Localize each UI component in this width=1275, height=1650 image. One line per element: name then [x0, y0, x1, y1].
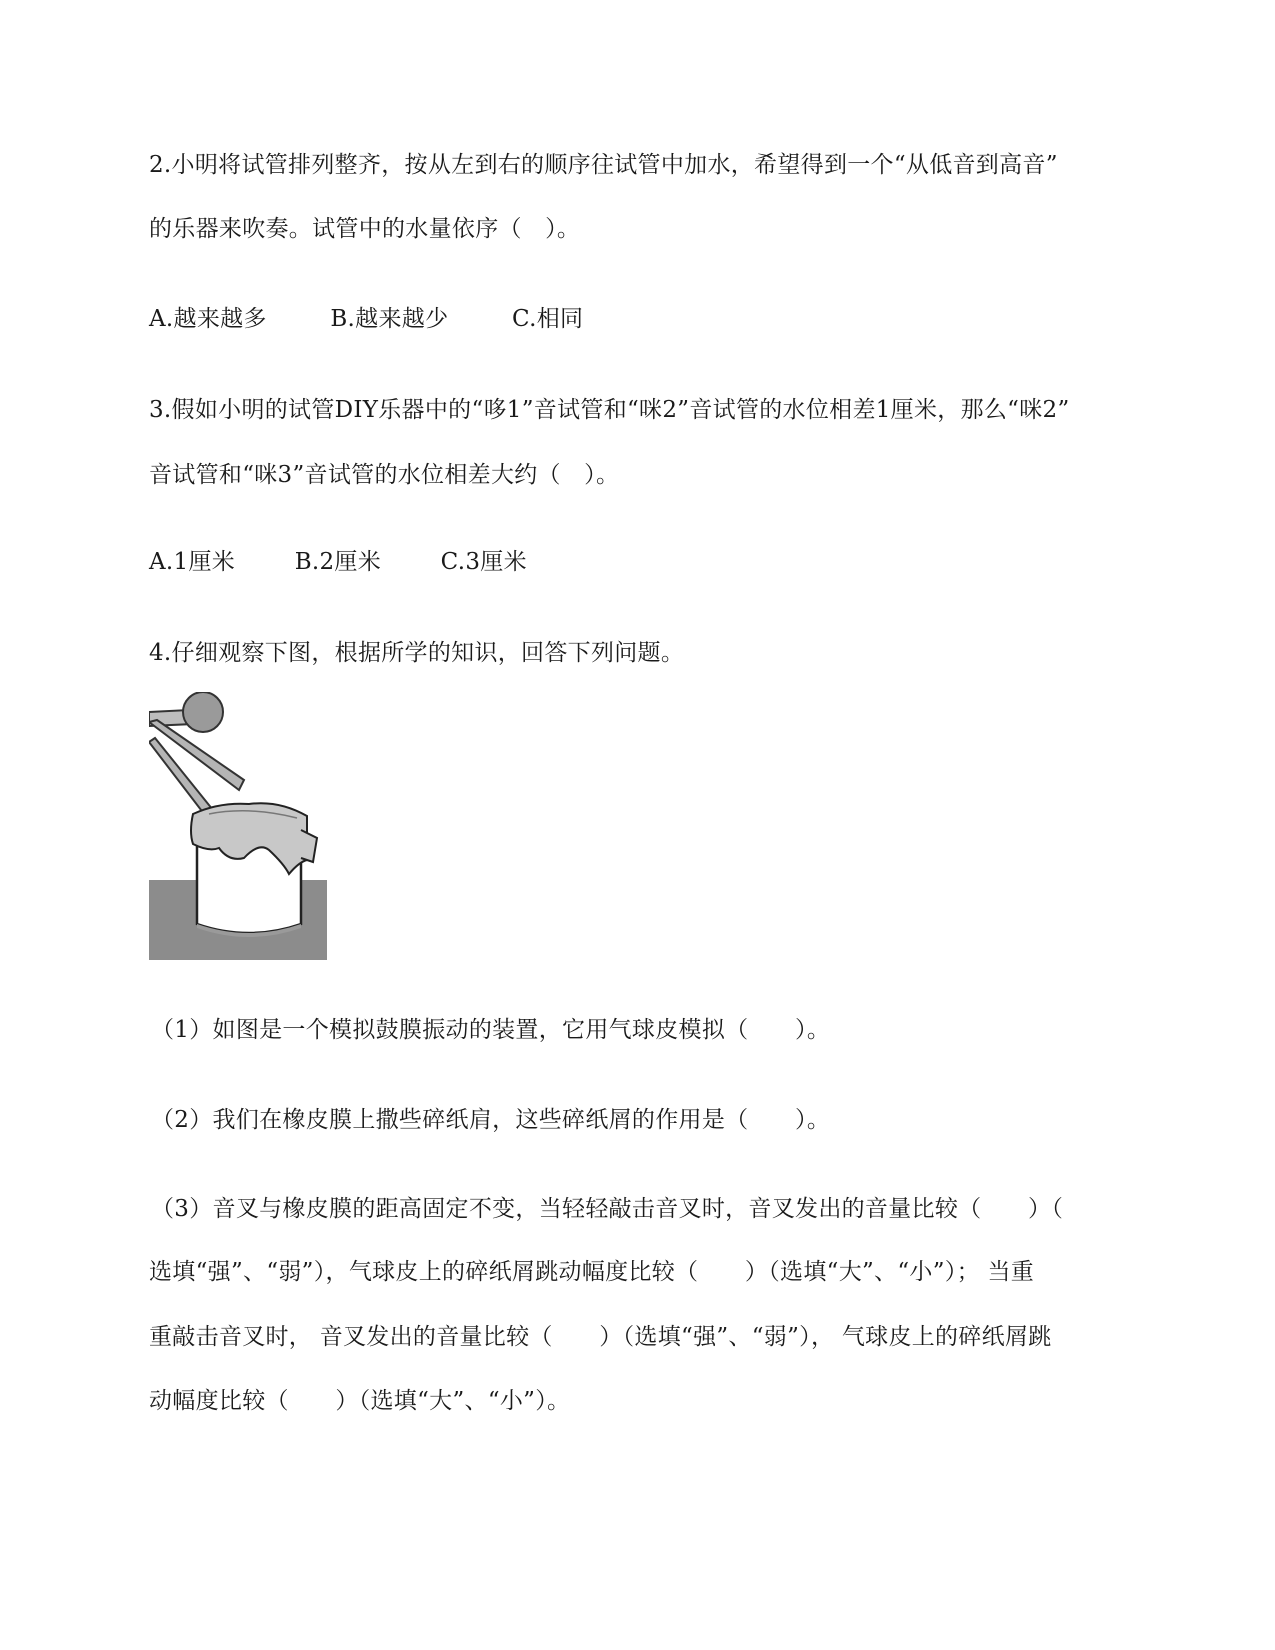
question-2-options — [149, 304, 639, 334]
question-2-text-line-1: 2.小明将试管排列整齐，按从左到右的顺序往试管中加水，希望得到一个“从低音到高音” — [149, 152, 1058, 178]
question-2-option-b: B.越来越少 — [330, 306, 449, 332]
tuning-fork-ball — [183, 692, 223, 732]
question-2-option-c: C.相同 — [512, 306, 584, 332]
question-4-sub-3-line-2: 选填“强”、“弱”），气球皮上的碎纸屑跳动幅度比较（ ）（选填“大”、“小”）； 当重 — [149, 1259, 1035, 1285]
question-3-text-line-1: 3.假如小明的试管DIY乐器中的“哆1”音试管和“咪2”音试管的水位相差1厘米，那么“咪2” — [149, 397, 1070, 423]
balloon-skin-edge — [301, 830, 317, 862]
question-4-sub-2: （2）我们在橡皮膜上撒些碎纸肩，这些碎纸屑的作用是（ ）。 — [151, 1107, 831, 1133]
question-3-options — [149, 547, 579, 577]
question-3-option-a: A.1厘米 — [149, 549, 236, 575]
eardrum-model-figure — [149, 692, 327, 960]
question-4-sub-3-line-1: （3）音叉与橡皮膜的距高固定不变，当轻轻敲击音叉时，音叉发出的音量比较（ ）（ — [151, 1196, 1064, 1222]
question-2-text-line-2: 的乐器来吹奏。试管中的水量依序（ ）。 — [149, 216, 581, 242]
question-4-sub-3-line-4: 动幅度比较（ ）（选填“大”、“小”）。 — [149, 1388, 571, 1414]
question-4-sub-3-line-3: 重敲击音叉时， 音叉发出的音量比较（ ）（选填“强”、“弱”）， 气球皮上的碎纸屑跳 — [149, 1324, 1052, 1350]
question-3-option-b: B.2厘米 — [294, 549, 382, 575]
question-4-intro: 4.仔细观察下图，根据所学的知识，回答下列问题。 — [149, 640, 685, 666]
question-3-option-c: C.3厘米 — [440, 549, 527, 575]
question-2-option-a: A.越来越多 — [149, 306, 267, 332]
question-4-sub-1: （1）如图是一个模拟鼓膜振动的装置，它用气球皮模拟（ ）。 — [151, 1017, 831, 1043]
question-3-text-line-2: 音试管和“咪3”音试管的水位相差大约（ ）。 — [149, 462, 620, 488]
